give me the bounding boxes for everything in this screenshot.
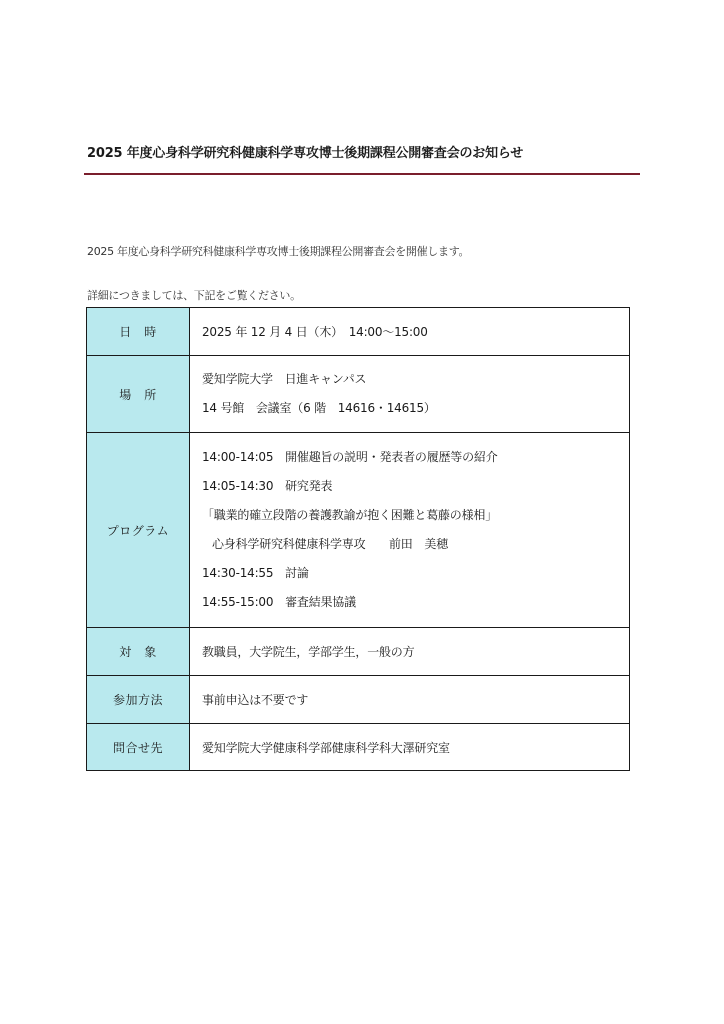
details-note: 詳細につきましては、下記をご覧ください。 bbox=[87, 289, 301, 302]
table-row-contact bbox=[87, 724, 630, 771]
target-label: 対 象 bbox=[87, 628, 190, 676]
place-line-room: 14 号館 会議室（6 階 14616・14615） bbox=[202, 401, 436, 415]
method-text: 事前申込は不要です bbox=[202, 693, 309, 707]
table-row-date bbox=[87, 308, 630, 356]
intro-text: 2025 年度心身科学研究科健康科学専攻博士後期課程公開審査会を開催します。 bbox=[87, 245, 470, 258]
program-item-discussion: 14:30-14:55 討論 bbox=[202, 566, 309, 580]
place-label: 場 所 bbox=[87, 356, 190, 433]
page-title: 2025 年度心身科学研究科健康科学専攻博士後期課程公開審査会のお知らせ bbox=[87, 146, 524, 161]
program-item-presentation: 14:05-14:30 研究発表 bbox=[202, 479, 333, 493]
date-value bbox=[190, 308, 630, 356]
table-row-method bbox=[87, 676, 630, 724]
contact-text: 愛知学院大学健康科学部健康科学科大澤研究室 bbox=[202, 740, 450, 755]
method-label: 参加方法 bbox=[87, 676, 190, 724]
contact-value bbox=[190, 724, 630, 771]
date-label: 日 時 bbox=[87, 308, 190, 356]
table-row-program bbox=[87, 433, 630, 628]
program-item-deliberation: 14:55-15:00 審査結果協議 bbox=[202, 595, 356, 609]
place-line-campus: 愛知学院大学 日進キャンパス bbox=[202, 372, 367, 386]
program-presenter: 心身科学研究科健康科学専攻 前田 美穂 bbox=[212, 537, 449, 551]
contact-label: 問合せ先 bbox=[87, 724, 190, 771]
event-info-table bbox=[86, 307, 630, 771]
date-text: 2025 年 12 月 4 日（木） 14:00～15:00 bbox=[202, 325, 428, 339]
program-presentation-title: 「職業的確立段階の養護教諭が抱く困難と葛藤の様相」 bbox=[202, 508, 498, 522]
title-divider bbox=[84, 173, 640, 175]
program-item-opening: 14:00-14:05 開催趣旨の説明・発表者の履歴等の紹介 bbox=[202, 450, 498, 464]
target-value bbox=[190, 628, 630, 676]
place-value bbox=[190, 356, 630, 433]
target-text: 教職員，大学院生，学部学生，一般の方 bbox=[202, 645, 415, 659]
table-row-place bbox=[87, 356, 630, 433]
program-label: プログラム bbox=[87, 433, 190, 628]
program-value bbox=[190, 433, 630, 628]
table-row-target bbox=[87, 628, 630, 676]
method-value bbox=[190, 676, 630, 724]
